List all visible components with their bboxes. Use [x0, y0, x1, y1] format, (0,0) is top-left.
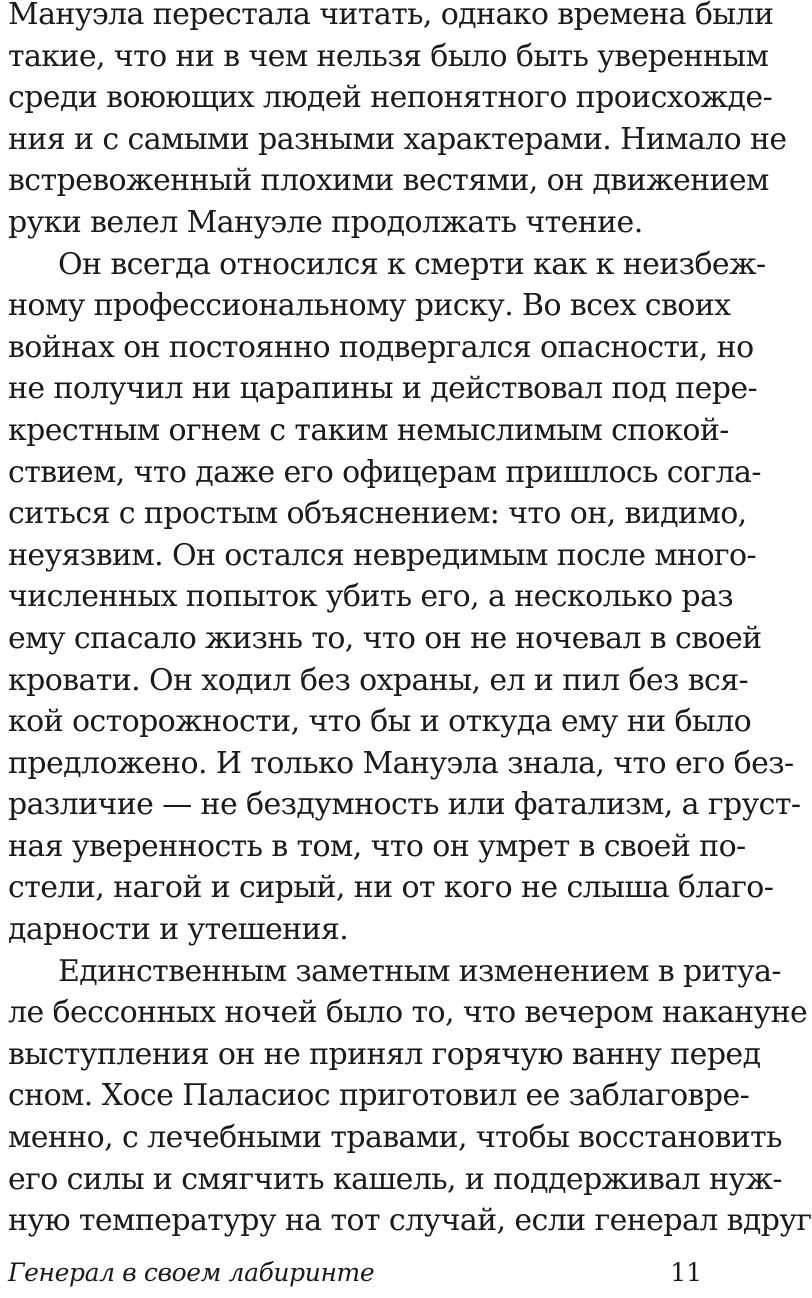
- text-line: Он всегда относился к смерти как к неизбеж-: [58, 246, 766, 282]
- text-line: дарности и утешения.: [8, 912, 349, 948]
- text-line: кровати. Он ходил без охраны, ел и пил без вся-: [8, 662, 749, 698]
- text-line: руки велел Мануэле продолжать чтение.: [8, 204, 643, 240]
- text-line: численных попыток убить его, а несколько раз: [8, 579, 733, 615]
- text-line: ную температуру на тот случай, если генерал вдруг: [8, 1203, 812, 1239]
- paragraph: [8, 0, 787, 244]
- text-line: различие — не бездумность или фатализм, а груст-: [8, 787, 801, 823]
- body-text: [8, 0, 812, 1242]
- text-line: ему спасало жизнь то, что он не ночевал в своей: [8, 620, 762, 656]
- text-line: ная уверенность в том, что он умрет в своей по-: [8, 828, 746, 864]
- text-line: ния и с самыми разными характерами. Нимало не: [8, 121, 787, 157]
- running-title: Генерал в своем лабиринте: [8, 1258, 375, 1287]
- text-line: такие, что ни в чем нельзя было быть уверенным: [8, 38, 769, 74]
- text-line: Единственным заметным изменением в ритуа-: [58, 953, 781, 989]
- text-line: войнах он постоянно подвергался опасности, но: [8, 329, 754, 365]
- text-line: сном. Хосе Паласиос приготовил ее заблаговре-: [8, 1078, 750, 1114]
- text-line: менно, с лечебными травами, чтобы восстановить: [8, 1120, 782, 1156]
- text-line: ствием, что даже его офицерам пришлось согла-: [8, 454, 761, 490]
- paragraph: [8, 951, 812, 1242]
- text-line: Мануэла перестала читать, однако времена были: [8, 0, 774, 32]
- paragraph: [8, 244, 801, 951]
- text-line: кой осторожности, что бы и откуда ему ни было: [8, 704, 752, 740]
- text-line: неуязвим. Он остался невредимым после много-: [8, 537, 757, 573]
- text-line: стели, нагой и сирый, ни от кого не слыша благо-: [8, 870, 774, 906]
- text-line: не получил ни царапины и действовал под пере-: [8, 371, 758, 407]
- text-line: его силы и смягчить кашель, и поддерживал нуж-: [8, 1161, 782, 1197]
- page-number: 11: [670, 1258, 702, 1287]
- text-line: ле бессонных ночей было то, что вечером накануне: [8, 995, 808, 1031]
- text-line: предложено. И только Мануэла знала, что его без-: [8, 745, 794, 781]
- text-line: крестным огнем с таким немыслимым спокой-: [8, 412, 729, 448]
- text-line: выступления он не принял горячую ванну перед: [8, 1036, 761, 1072]
- page-footer: [8, 1258, 704, 1292]
- text-line: ситься с простым объяснением: что он, видимо,: [8, 496, 747, 532]
- text-line: ному профессиональному риску. Во всех своих: [8, 288, 731, 324]
- text-line: встревоженный плохими вестями, он движением: [8, 163, 769, 199]
- text-line: среди воюющих людей непонятного происхожде-: [8, 80, 773, 116]
